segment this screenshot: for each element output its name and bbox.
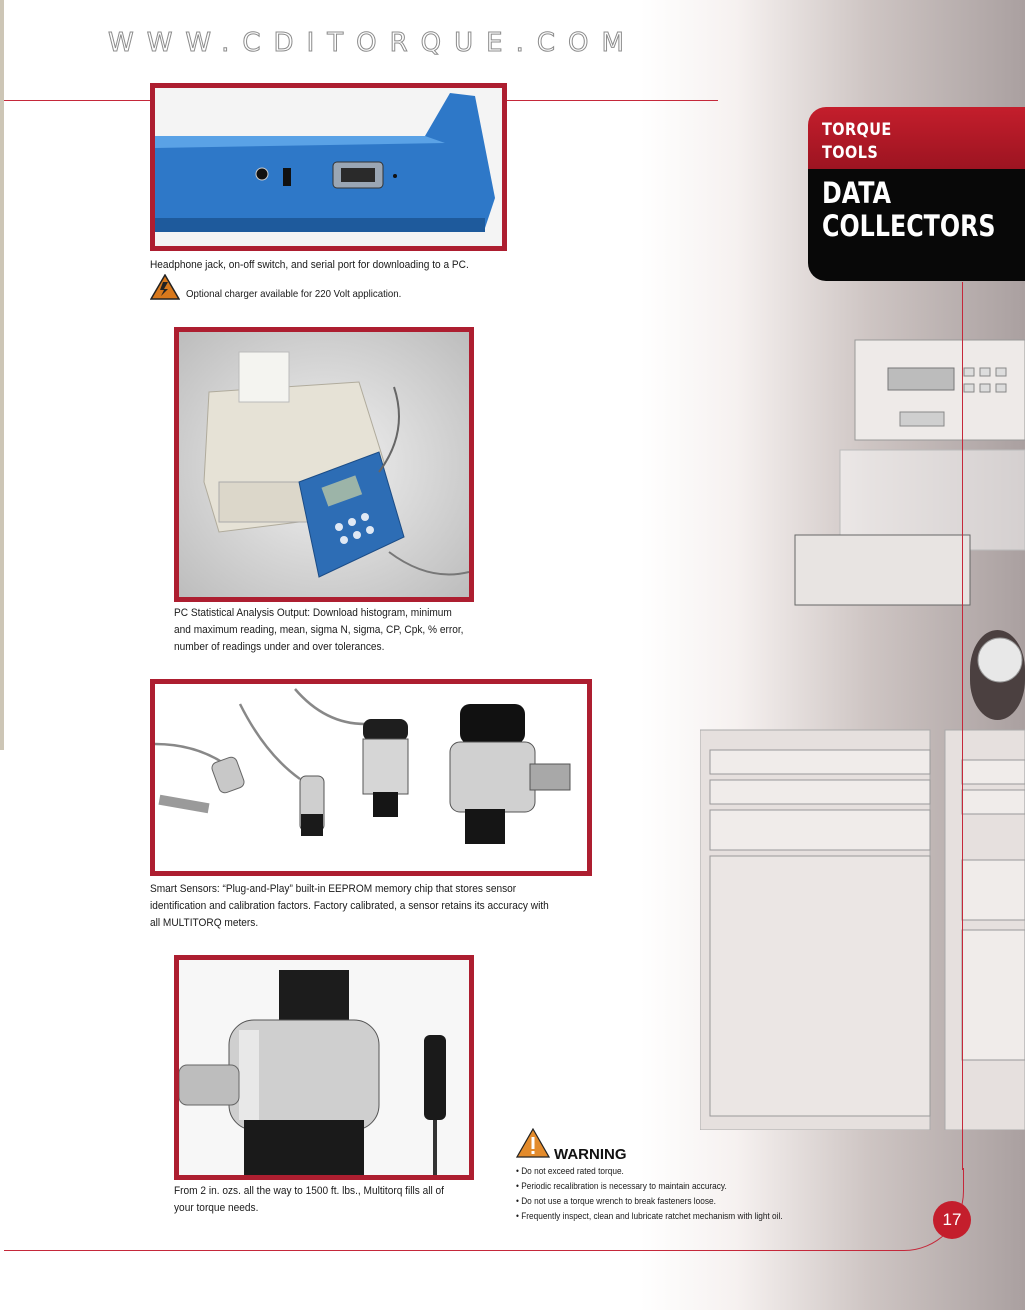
title-line-1: DATA bbox=[822, 176, 892, 210]
smart-sensors-photo bbox=[150, 679, 592, 876]
category-line-1: TORQUE bbox=[822, 120, 892, 140]
warning-title: WARNING bbox=[554, 1146, 627, 1163]
caption-meter-ports: Headphone jack, on-off switch, and serial port for downloading to a PC. bbox=[150, 259, 469, 271]
tool-cabinet-illustration bbox=[700, 300, 1025, 1130]
rule-line bbox=[4, 100, 152, 101]
category-line-2: TOOLS bbox=[822, 143, 879, 163]
meter-ports-photo bbox=[150, 83, 507, 251]
page-number-badge: 17 bbox=[933, 1201, 971, 1239]
website-url[interactable]: WWW.CDITORQUE.COM bbox=[108, 28, 637, 58]
rule-line-bottom bbox=[4, 1250, 902, 1251]
warning-item: • Do not use a torque wrench to break fasteners loose. bbox=[516, 1196, 716, 1206]
caption-smart-sensors: Smart Sensors: “Plug-and-Play” built-in EEPROM memory chip that stores sensor identification and calibration factors. Factory calibrated, a sensor retains its accuracy with all MULTITORQ meters. bbox=[150, 883, 549, 929]
caption-statistical-output: PC Statistical Analysis Output: Download histogram, minimum and maximum reading, mean, sigma N, sigma, CP, Cpk, % error, number of readings under and over tolerances. bbox=[174, 607, 464, 653]
section-title-tab bbox=[808, 169, 1025, 281]
warning-item: • Frequently inspect, clean and lubricate ratchet mechanism with light oil. bbox=[516, 1211, 783, 1221]
transducer-photo bbox=[174, 955, 474, 1180]
warning-list bbox=[516, 1164, 806, 1224]
warning-triangle-icon bbox=[150, 274, 180, 300]
rule-line bbox=[506, 100, 718, 101]
section-category-tab bbox=[808, 107, 1025, 169]
printer-meter-photo bbox=[174, 327, 474, 602]
left-margin-strip bbox=[0, 0, 4, 750]
warning-triangle-icon bbox=[516, 1128, 550, 1158]
warning-item: • Periodic recalibration is necessary to maintain accuracy. bbox=[516, 1181, 727, 1191]
rule-line-vertical bbox=[962, 282, 963, 1170]
caption-torque-range: From 2 in. ozs. all the way to 1500 ft. lbs., Multitorq fills all of your torque needs. bbox=[174, 1185, 444, 1214]
charger-note: Optional charger available for 220 Volt application. bbox=[186, 288, 402, 300]
title-line-2: COLLECTORS bbox=[822, 209, 996, 243]
warning-item: • Do not exceed rated torque. bbox=[516, 1166, 624, 1176]
